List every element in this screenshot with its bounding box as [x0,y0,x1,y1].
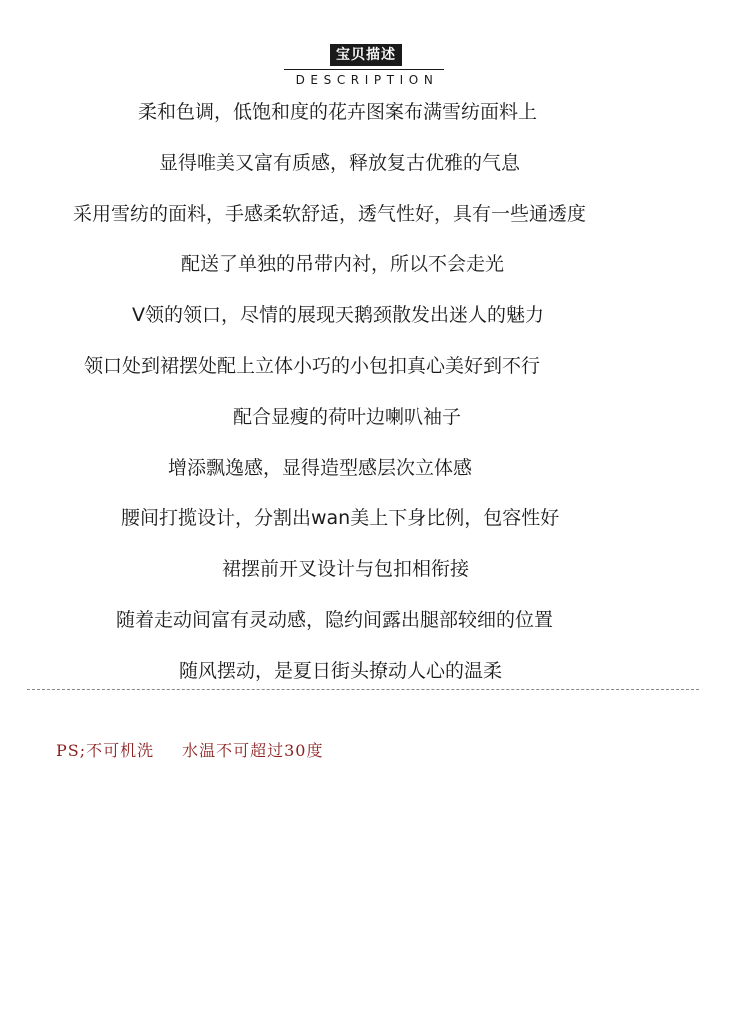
description-line: 随着走动间富有灵动感，隐约间露出腿部较细的位置 [116,608,554,631]
description-line: 增添飘逸感，显得造型感层次立体感 [168,456,473,479]
description-line: 领口处到裙摆处配上立体小巧的小包扣真心美好到不行 [84,354,541,377]
description-line: 配合显瘦的荷叶边喇叭袖子 [233,405,462,428]
section-subtitle: DESCRIPTION [295,73,439,87]
description-line: V领的领口，尽情的展现天鹅颈散发出迷人的魅力 [132,304,544,327]
description-line: 柔和色调，低饱和度的花卉图案布满雪纺面料上 [138,101,538,123]
description-line: 采用雪纺的面料，手感柔软舒适，透气性好，具有一些通透度 [73,202,587,225]
care-note-machine-wash: PS;不可机洗 [56,741,155,760]
description-line: 显得唯美又富有质感，释放复古优雅的气息 [159,151,521,174]
description-header [0,44,750,90]
description-line: 随风摆动，是夏日街头撩动人心的温柔 [179,659,503,682]
description-lines [0,97,750,707]
description-line: 裙摆前开叉设计与包扣相衔接 [222,558,470,581]
dashed-divider [27,689,699,690]
header-rule [284,69,444,70]
description-line: 腰间打揽设计，分割出wan美上下身比例，包容性好 [121,507,560,530]
care-note [56,738,324,761]
section-badge: 宝贝描述 [330,44,402,66]
care-note-water-temp: 水温不可超过30度 [182,741,324,760]
description-line: 配送了单独的吊带内衬，所以不会走光 [181,253,505,276]
